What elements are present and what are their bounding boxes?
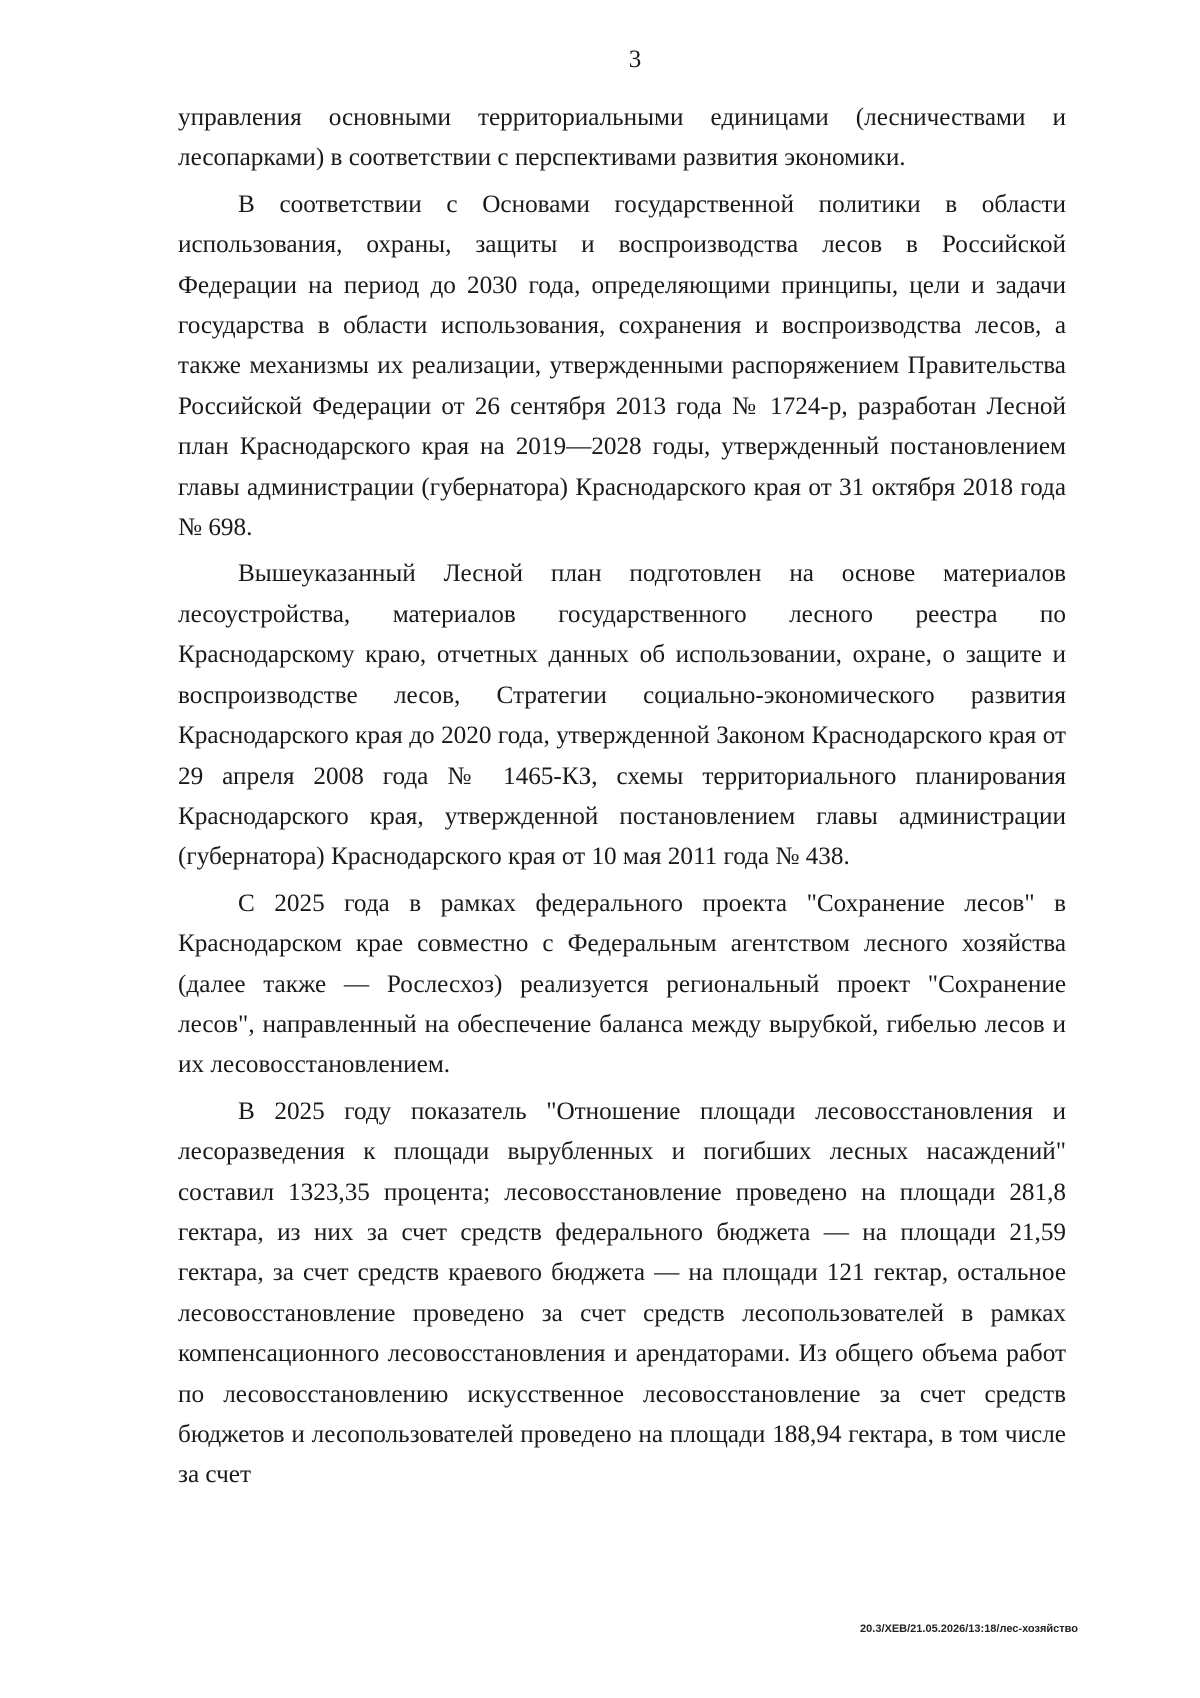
document-footer-code: 20.3/ХЕВ/21.05.2026/13:18/лес-хозяйство	[860, 1623, 1078, 1635]
paragraph-2025-indicator: В 2025 году показатель "Отношение площади лесовосстановления и лесоразведения к площади вырубленных и погибших лесных насаждений" составил 1323,35 процента; лесовосстановление проведено на площади 281,8 гектара, из них за счет средств федерального бюджета — на площади 21,59 гектара, за счет средств краевого бюджета — на площади 121 гектар, остальное лесовосстановление проведено за счет средств лесопользователей в рамках компенсационного лесовосстановления и арендаторами. Из общего объема работ по лесовосстановлению искусственное лесовосстановление за счет средств бюджетов и лесопользователей проведено на площади 188,94 гектара, в том числе за счет	[178, 1097, 1066, 1489]
page-number: 3	[628, 46, 642, 73]
document-body	[178, 98, 1066, 1502]
paragraph-forest-policy: В соответствии с Основами государственной политики в области использования, охраны, защиты и воспроизводства лесов в Российской Федерации на период до 2030 года, определяющими принципы, цели и задачи государства в области использования, сохранения и воспроизводства лесов, а также механизмы их реализации, утвержденными распоряжением Правительства Российской Федерации от 26 сентября 2013 года № 1724-р, разработан Лесной план Краснодарского края на 2019—2028 годы, утвержденный постановлением главы администрации (губернатора) Краснодарского края от 31 октября 2018 года № 698.	[178, 190, 1066, 542]
paragraph-regional-project: С 2025 года в рамках федерального проекта "Сохранение лесов" в Краснодарском крае совместно с Федеральным агентством лесного хозяйства (далее также — Рослесхоз) реализуется региональный проект "Сохранение лесов", направленный на обеспечение баланса между вырубкой, гибелью лесов и их лесовосстановлением.	[178, 889, 1066, 1079]
paragraph-continuation: управления основными территориальными единицами (лесничествами и лесопарками) в соответствии с перспективами развития экономики.	[178, 104, 1066, 172]
paragraph-forest-plan-basis: Вышеуказанный Лесной план подготовлен на основе материалов лесоустройства, материалов государственного лесного реестра по Краснодарскому краю, отчетных данных об использовании, охране, о защите и воспроизводстве лесов, Стратегии социально-экономического развития Краснодарского края до 2020 года, утвержденной Законом Краснодарского края от 29 апреля 2008 года № 1465-КЗ, схемы территориального планирования Краснодарского края, утвержденной постановлением главы администрации (губернатора) Краснодарского края от 10 мая 2011 года № 438.	[178, 560, 1066, 871]
